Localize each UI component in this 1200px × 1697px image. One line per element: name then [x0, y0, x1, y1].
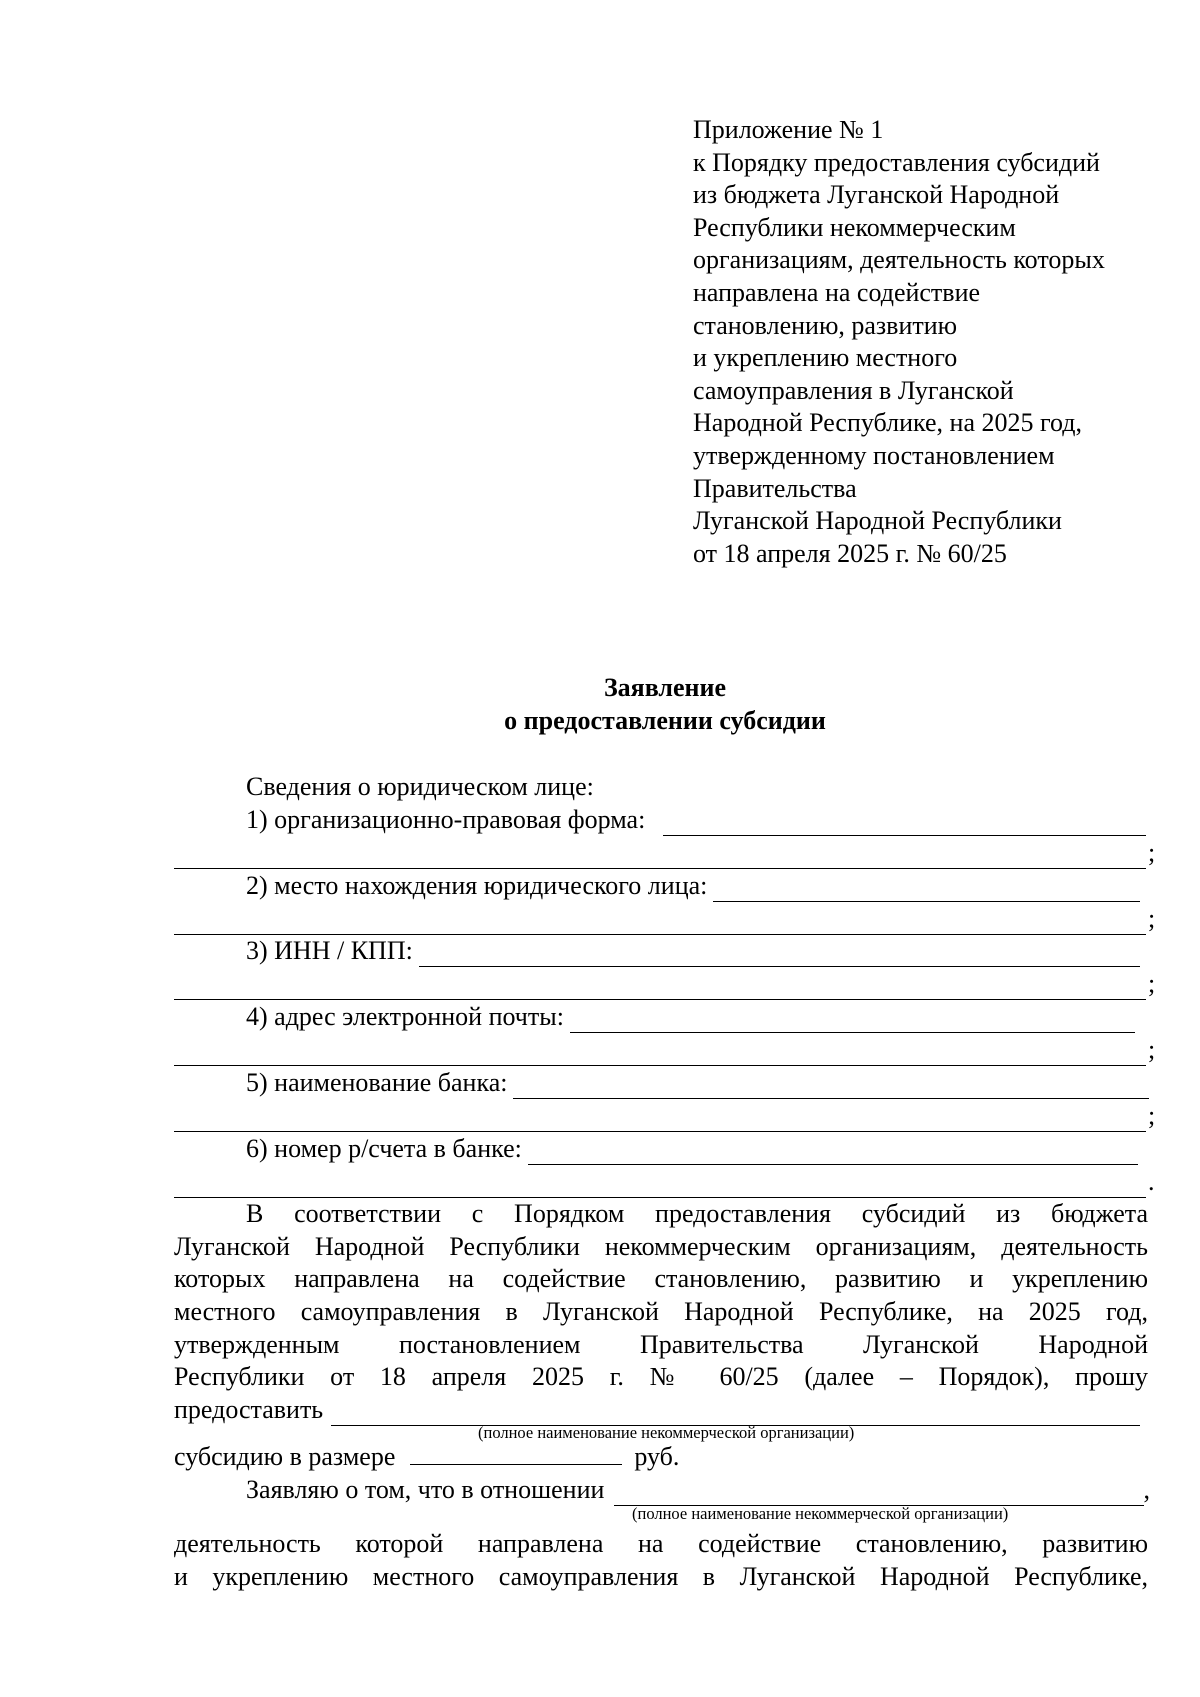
field-label: Заявляю о том, что в отношении	[246, 1475, 605, 1504]
field-bank-account[interactable]	[246, 1133, 1138, 1165]
request-paragraph	[174, 1198, 1148, 1394]
line-end-mark: ;	[1148, 1101, 1156, 1130]
declaration-paragraph	[174, 1528, 1148, 1593]
field-continuation-line[interactable]	[174, 1100, 1162, 1132]
field-input-line[interactable]	[614, 1481, 1143, 1506]
field-label: 3) ИНН / КПП:	[246, 936, 413, 965]
field-label: 1) организационно-правовая форма:	[246, 805, 646, 834]
field-label: 4) адрес электронной почты:	[246, 1002, 564, 1031]
field-label: предоставить	[174, 1395, 324, 1424]
field-continuation-line[interactable]	[174, 837, 1162, 869]
field-continuation-line[interactable]	[174, 968, 1162, 1000]
appendix-line: направлена на содействие	[693, 277, 981, 307]
field-continuation-line[interactable]	[174, 1034, 1162, 1066]
appendix-line: Народной Республике, на 2025 год,	[693, 408, 1082, 438]
paragraph-line: утвержденным постановлением Правительства Луганской Народной	[174, 1329, 1148, 1359]
appendix-line: к Порядку предоставления субсидий	[693, 147, 1100, 177]
paragraph-line: и укреплению местного самоуправления в Луганской Народной Республике,	[174, 1561, 1148, 1591]
line-end-mark: ;	[1148, 969, 1156, 998]
field-inn-kpp[interactable]	[246, 935, 1140, 967]
line-end-mark: ;	[1148, 904, 1156, 933]
blank-line[interactable]	[174, 1107, 1146, 1132]
document-subtitle: о предоставлении субсидии	[504, 706, 826, 735]
field-input-line[interactable]	[663, 811, 1146, 836]
appendix-line: Правительства	[693, 473, 857, 503]
field-caption: (полное наименование некоммерческой организации)	[632, 1504, 1009, 1523]
field-continuation-line[interactable]	[174, 1166, 1162, 1198]
appendix-block	[693, 114, 1163, 570]
field-label: 2) место нахождения юридического лица:	[246, 871, 708, 900]
appendix-line: становлению, развитию	[693, 310, 958, 340]
field-organization-name[interactable]	[174, 1394, 1140, 1426]
blank-line[interactable]	[174, 1173, 1146, 1198]
field-input-line[interactable]	[419, 942, 1140, 967]
paragraph-line: В соответствии с Порядком предоставления субсидий из бюджета	[246, 1199, 1148, 1228]
appendix-line: из бюджета Луганской Народной	[693, 180, 1060, 210]
field-label: 6) номер р/счета в банке:	[246, 1134, 522, 1163]
appendix-line: от 18 апреля 2025 г. № 60/25	[693, 538, 1007, 568]
field-email[interactable]	[246, 1001, 1135, 1033]
appendix-line: организациям, деятельность которых	[693, 245, 1105, 275]
subsidy-amount-row	[174, 1440, 679, 1473]
paragraph-line: которых направлена на содействие становлению, развитию и укреплению	[174, 1264, 1148, 1294]
paragraph-line: деятельность которой направлена на содействие становлению, развитию	[174, 1529, 1148, 1558]
field-location[interactable]	[246, 870, 1140, 902]
field-continuation-line[interactable]	[174, 903, 1162, 935]
blank-line[interactable]	[174, 975, 1146, 1000]
field-input-line[interactable]	[570, 1008, 1135, 1033]
field-input-line[interactable]	[713, 877, 1140, 902]
form-intro: Сведения о юридическом лице:	[246, 772, 594, 801]
currency-unit: руб.	[634, 1442, 680, 1471]
appendix-line: и укреплению местного	[693, 343, 958, 373]
blank-line[interactable]	[174, 844, 1146, 869]
field-input-line[interactable]	[528, 1140, 1138, 1165]
line-end-mark: ,	[1143, 1475, 1150, 1504]
paragraph-line: Луганской Народной Республики некоммерческим организациям, деятельность	[174, 1231, 1148, 1261]
subsidy-label: субсидию в размере	[174, 1442, 396, 1471]
document-title: Заявление	[603, 673, 727, 702]
blank-line[interactable]	[174, 1041, 1146, 1066]
paragraph-line: местного самоуправления в Луганской Народной Республике, на 2025 год,	[174, 1297, 1148, 1327]
field-input-line[interactable]	[513, 1074, 1149, 1099]
appendix-line: самоуправления в Луганской	[693, 375, 1014, 405]
field-bank-name[interactable]	[246, 1067, 1149, 1099]
blank-line[interactable]	[174, 910, 1146, 935]
line-end-mark: .	[1148, 1167, 1155, 1196]
paragraph-line: Республики от 18 апреля 2025 г. № 60/25 (далее – Порядок), прошу	[174, 1362, 1148, 1392]
subsidy-amount-input[interactable]	[410, 1440, 622, 1465]
appendix-line: Республики некоммерческим	[693, 212, 1016, 242]
appendix-line: Луганской Народной Республики	[693, 506, 1062, 536]
field-organization-name-2[interactable]	[246, 1474, 1150, 1506]
appendix-line: Приложение № 1	[693, 115, 884, 144]
field-label: 5) наименование банка:	[246, 1068, 508, 1097]
field-caption: (полное наименование некоммерческой организации)	[478, 1423, 855, 1442]
field-legal-form[interactable]	[246, 804, 1146, 836]
appendix-line: утвержденному постановлением	[693, 440, 1055, 470]
line-end-mark: ;	[1148, 838, 1156, 867]
line-end-mark: ;	[1148, 1035, 1156, 1064]
